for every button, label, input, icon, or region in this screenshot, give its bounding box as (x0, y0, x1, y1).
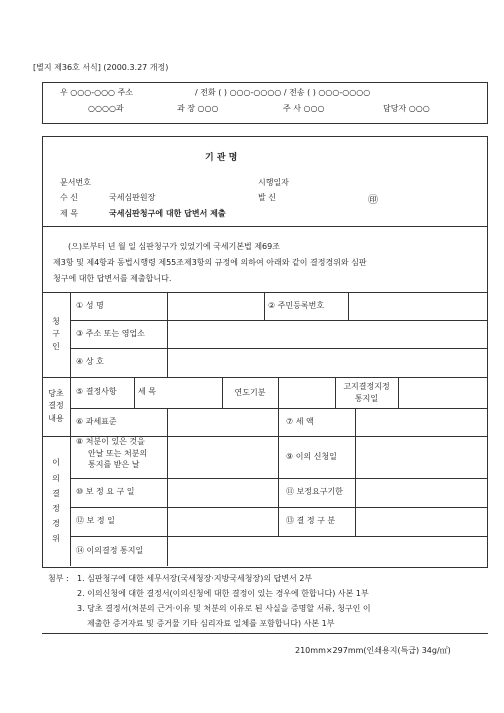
attachment-3-line-1: 3. 당초 결정서(처분의 근거·이유 및 처분의 이유로 된 사실을 증명할 서류, 청구인 이 (77, 604, 371, 613)
bottom-border (42, 633, 488, 634)
correction-date-label: ⑫ 보 정 일 (76, 516, 115, 526)
tax-base-label: ⑥ 과세표준 (76, 416, 117, 426)
disposition-line-2: 안날 또는 처분의 (88, 448, 148, 458)
section-char: 인 (52, 341, 60, 351)
agency-title: 기 관 명 (205, 153, 238, 163)
section-char: 구 (52, 329, 60, 339)
section-char: 이 (52, 458, 60, 468)
trade-name-label: ④ 상 호 (76, 357, 104, 367)
sender-phone: / 전화 ( ) ○○○-○○○○ / 전송 ( ) ○○○-○○○○ (195, 88, 371, 97)
section-char: 위 (52, 534, 60, 544)
attachment-1: 1. 심판청구에 대한 세무서장(국세청장·지방국세청장)의 답변서 2부 (77, 574, 313, 583)
section-char: 정 (52, 504, 60, 513)
doc-no-label: 문서번호 (60, 178, 91, 187)
divider (134, 377, 135, 408)
divider (167, 320, 168, 348)
section-col-divider (70, 292, 71, 566)
disposition-line-3: 통지를 받은 날 (88, 460, 140, 470)
divider (278, 377, 279, 408)
divider (355, 408, 356, 436)
section-word: 내용 (48, 413, 64, 423)
tax-amount-label: ⑦ 세 액 (286, 416, 314, 426)
notice-date-line-1: 고지결정지정 (343, 382, 390, 392)
section-char: 결 (52, 488, 60, 498)
correction-request-date-label: ⑩ 보 정 요 구 일 (76, 487, 135, 497)
recipient-value: 국세심판원장 (109, 193, 156, 202)
divider (167, 348, 168, 377)
section-char: 청 (52, 316, 60, 326)
date-label: 시행일자 (258, 178, 289, 187)
sender-dept: ○○○○과 (88, 104, 124, 113)
recipient-label: 수 신 (60, 193, 78, 202)
decision-section-label (42, 377, 70, 436)
notice-date-label (335, 377, 398, 408)
name-label: ① 성 명 (76, 300, 104, 310)
tax-item-label: 세 목 (138, 387, 156, 397)
paper-spec: 210mm×297mm(인쇄용지(특급) 34g/㎡) (295, 646, 451, 655)
disposition-line-1: ⑧ 처분이 있은 것을 (76, 437, 145, 446)
body-line-2: 제3항 및 제4항과 동법시행령 제55조제3항의 규정에 의하여 아래와 같이 결정경위와 심판 (53, 258, 367, 267)
section-word: 결정 (48, 401, 64, 411)
correction-deadline-label: ⑪ 보정요구기한 (286, 487, 343, 497)
sender-manager: 담당자 ○○○ (383, 104, 430, 113)
notice-date-line-2: 통지일 (354, 393, 379, 403)
sender-officer: 주 사 ○○○ (283, 104, 325, 113)
divider (264, 292, 265, 320)
objection-notice-date-label: ⑭ 이의결정 통지일 (76, 545, 144, 555)
body-line-3: 청구에 대한 답변서를 제출합니다. (53, 274, 172, 283)
sender-chief: 과 장 ○○○ (177, 104, 219, 113)
objection-date-label: ⑨ 이의 신청일 (286, 451, 337, 461)
tax-year-label: 연도기분 (234, 387, 266, 397)
form-header: [별지 제36호 서식] (2000.3.27 개정) (33, 63, 169, 72)
attachments-label: 첨부 : (48, 574, 69, 583)
seal-mark: ㊞ (368, 195, 378, 206)
subject-label: 제 목 (60, 209, 78, 218)
disposition-known-label (76, 436, 147, 471)
divider (348, 292, 349, 320)
divider (278, 408, 279, 436)
divider (167, 436, 168, 536)
address-label: ③ 주소 또는 영업소 (76, 328, 145, 338)
decision-type-label: ⑬ 결 정 구 분 (286, 516, 336, 526)
divider (42, 226, 488, 227)
sender-label: 발 신 (258, 193, 276, 202)
body-line-1: (으)로부터 년 월 일 심판청구가 있었기에 국세기본법 제69조 (68, 242, 280, 251)
decision-matter-label: ⑤ 결정사항 (76, 387, 117, 397)
divider (167, 292, 168, 320)
divider (355, 436, 356, 536)
divider (167, 536, 168, 566)
section-word: 당초 (48, 388, 64, 398)
section-char: 의 (52, 473, 60, 483)
divider (167, 408, 168, 436)
sender-postcode: 우 ○○○-○○○ 주소 (60, 88, 134, 97)
claimant-section-label (42, 292, 70, 377)
section-char: 경 (52, 519, 60, 529)
divider (398, 377, 399, 408)
attachment-2: 2. 이의신청에 대한 결정서(이의신청에 대한 결정이 있는 경우에 한합니다) 사본 1부 (77, 589, 369, 598)
divider (278, 436, 279, 536)
process-section-label (42, 436, 70, 566)
attachment-3-line-2: 제출한 증거자료 및 증거물 기타 심리자료 일체를 포함합니다) 사본 1부 (87, 619, 335, 628)
rrn-label: ② 주민등록번호 (268, 300, 325, 310)
subject-value: 국세심판청구에 대한 답변서 제출 (109, 209, 226, 218)
